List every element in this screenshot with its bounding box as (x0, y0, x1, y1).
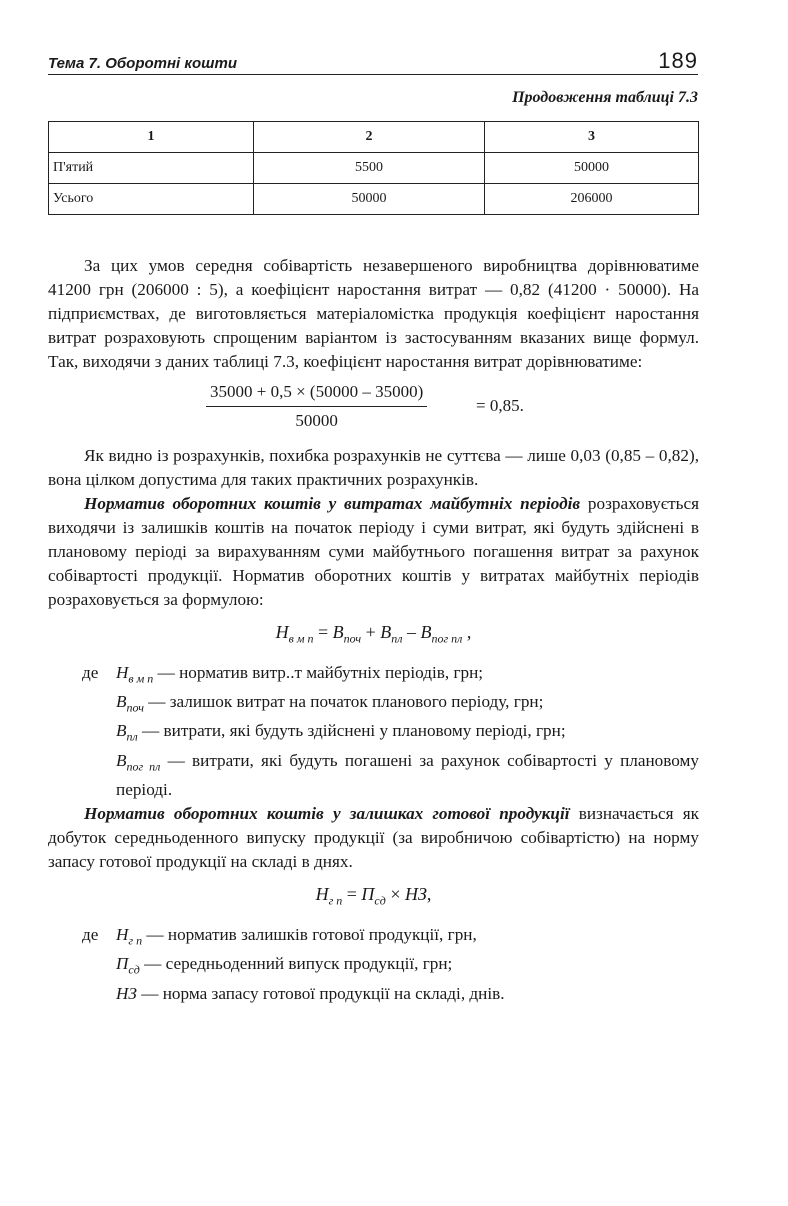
table-header-row (49, 122, 699, 153)
definition-item: де $Н_{в м п}$ — норматив витр..т майбутніх періодів, грн; (82, 662, 484, 686)
definition-item: НЗ — норма запасу готової продукції на складі, днів. (116, 983, 505, 1003)
definition-item: $П_{сд}$ — середньоденний випуск продукції, грн; (116, 954, 453, 977)
paragraph: Норматив оборотних коштів у витратах майбутніх періодів розраховується виходячи із залишків коштів на початок періоду і суми витрат, які будуть здійснені в плановому періоді за вирахуванням суми майбутнього погашення витрат за рахунок собівартості продукції. Норматив оборотних коштів у витратах майбутніх періодів розраховується за формулою: (48, 494, 699, 609)
data-table (48, 121, 699, 215)
table-header-cell: 3 (485, 122, 699, 153)
table-header-cell: 1 (49, 122, 254, 153)
formula-future-expenses: $Н_{в м п} = В_{поч} + В_{пл} - В_{пог пл}$ , (275, 622, 472, 646)
definition-item: $В_{поч}$ — залишок витрат на початок планового періоду, грн; (116, 692, 544, 715)
table-caption: Продовження таблиці 7.3 (512, 89, 698, 106)
emphasis: Норматив оборотних коштів у витратах майбутніх періодів (84, 494, 581, 513)
formula-growth-coefficient (48, 376, 699, 440)
table-cell: 50000 (254, 184, 485, 215)
formula-finished-goods: $Н_{г п} = П_{сд}$ × НЗ, (315, 884, 432, 908)
definitions-list (48, 923, 699, 1006)
table-header-cell: 2 (254, 122, 485, 153)
table-cell: 5500 (254, 153, 485, 184)
fraction-numerator: 35000 + 0,5 × (50000 – 35000) (206, 380, 427, 407)
running-header (48, 48, 698, 75)
paragraph: Як видно із розрахунків, похибка розрахунків не суттєва — лише 0,03 (0,85 – 0,82), вона цілком допустима для таких практичних розрахунків. (48, 446, 699, 489)
page-number: 189 (658, 48, 698, 73)
table-cell: Усього (49, 184, 254, 215)
table-row (49, 153, 699, 184)
definitions-list (48, 661, 699, 803)
paragraph: Норматив оборотних коштів у залишках готової продукції визначається як добуток середньоденного випуску продукції (за виробничою собівартістю) на норму запасу готової продукції на складі в днях. (48, 804, 699, 872)
definition-item: $В_{пог пл}$ — витрати, які будуть погашені за рахунок собівартості у плановому періоді. (116, 750, 699, 800)
body-text (48, 254, 699, 1006)
emphasis: Норматив оборотних коштів у залишках готової продукції (84, 804, 570, 824)
paragraph: За цих умов середня собівартість незавершеного виробництва дорівнюватиме 41200 грн (206000 : 5), а коефіцієнт наростання витрат — 0,82 (41200 · 50000). На підприємствах, де виготовляється матеріаломістка продукція коефіцієнт наростання витрат розраховують спрощеним варіантом із застосуванням вказаних вище формул. Так, виходячи з даних таблиці 7.3, коефіцієнт наростання витрат дорівнюватиме: (48, 256, 699, 371)
fraction-denominator: 50000 (295, 411, 338, 430)
table-cell: 206000 (485, 184, 699, 215)
chapter-title: Тема 7. Оборотні кошти (48, 55, 237, 72)
table-cell: П'ятий (49, 153, 254, 184)
table-cell: 50000 (485, 153, 699, 184)
definition-item: де $Н_{г п}$ — норматив залишків готової продукції, грн, (82, 924, 477, 948)
definition-item: $В_{пл}$ — витрати, які будуть здійснені у плановому періоді, грн; (116, 721, 566, 744)
table-row (49, 184, 699, 215)
formula-result: = 0,85. (476, 396, 524, 415)
fraction (206, 380, 427, 433)
